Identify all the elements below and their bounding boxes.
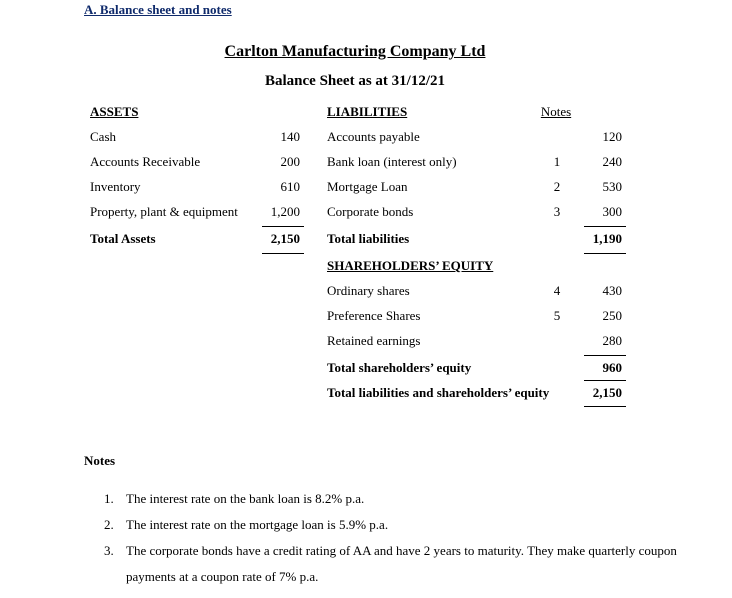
company-name: Carlton Manufacturing Company Ltd: [224, 43, 486, 60]
asset-value-receivable: 200: [280, 154, 300, 169]
liability-label-payable: Accounts payable: [327, 129, 420, 144]
equity-value-preference: 250: [602, 308, 622, 323]
note-item: [104, 512, 704, 538]
note-number: 3.: [104, 543, 114, 558]
liability-label-mortgage: Mortgage Loan: [327, 179, 408, 194]
liability-note-bank-loan: 1: [553, 154, 561, 169]
equity-label-preference: Preference Shares: [327, 308, 421, 323]
asset-value-inventory: 610: [280, 179, 300, 194]
asset-label-inventory: Inventory: [90, 179, 141, 194]
equity-total-top-rule: [584, 355, 626, 356]
asset-label-cash: Cash: [90, 129, 116, 144]
liability-value-bank-loan: 240: [602, 154, 622, 169]
liability-value-mortgage: 530: [602, 179, 622, 194]
statement-title: Balance Sheet as at 31/12/21: [265, 73, 445, 89]
equity-note-preference: 5: [553, 308, 561, 323]
total-assets-value: 2,150: [270, 231, 300, 246]
note-number: 2.: [104, 517, 114, 532]
note-text: The corporate bonds have a credit rating of AA and have 2 years to maturity. They make quarterly coupon payments at a coupon rate of 7% p.a.: [126, 543, 677, 584]
liability-label-bonds: Corporate bonds: [327, 204, 414, 219]
liability-total-top-rule: [584, 226, 626, 227]
note-item: [104, 486, 704, 512]
liability-value-bonds: 300: [602, 204, 622, 219]
liability-value-payable: 120: [602, 129, 622, 144]
total-assets-label: Total Assets: [90, 231, 156, 246]
total-liabilities-label: Total liabilities: [327, 231, 410, 246]
equity-label-retained: Retained earnings: [327, 333, 421, 348]
grand-total-top-rule: [584, 380, 626, 381]
notes-heading: Notes: [84, 453, 116, 468]
asset-label-ppe: Property, plant & equipment: [90, 204, 238, 219]
asset-value-ppe: 1,200: [270, 204, 300, 219]
asset-total-top-rule: [262, 226, 304, 227]
total-equity-label: Total shareholders’ equity: [327, 360, 472, 375]
assets-heading: ASSETS: [90, 104, 139, 119]
asset-value-cash: 140: [280, 129, 300, 144]
note-item: [104, 538, 704, 590]
asset-label-receivable: Accounts Receivable: [90, 154, 201, 169]
equity-label-ordinary: Ordinary shares: [327, 283, 410, 298]
section-heading: A. Balance sheet and notes: [84, 2, 232, 17]
equity-value-retained: 280: [602, 333, 622, 348]
grand-total-label: Total liabilities and shareholders’ equity: [327, 385, 550, 400]
liability-label-bank-loan: Bank loan (interest only): [327, 154, 457, 169]
grand-total-value: 2,150: [592, 385, 622, 400]
equity-note-ordinary: 4: [553, 283, 561, 298]
liabilities-heading: LIABILITIES: [327, 104, 408, 119]
note-text: The interest rate on the mortgage loan is 5.9% p.a.: [126, 517, 389, 532]
equity-value-ordinary: 430: [602, 283, 622, 298]
liability-note-mortgage: 2: [553, 179, 561, 194]
liability-total-bottom-rule: [584, 253, 626, 254]
liability-note-bonds: 3: [553, 204, 561, 219]
equity-heading: SHAREHOLDERS’ EQUITY: [327, 258, 494, 273]
note-text: The interest rate on the bank loan is 8.2% p.a.: [126, 491, 365, 506]
note-number: 1.: [104, 491, 114, 506]
notes-list: [104, 486, 704, 590]
total-equity-value: 960: [602, 360, 622, 375]
total-liabilities-value: 1,190: [592, 231, 622, 246]
grand-total-bottom-rule: [584, 406, 626, 407]
notes-column-heading: Notes: [540, 104, 572, 119]
asset-total-bottom-rule: [262, 253, 304, 254]
